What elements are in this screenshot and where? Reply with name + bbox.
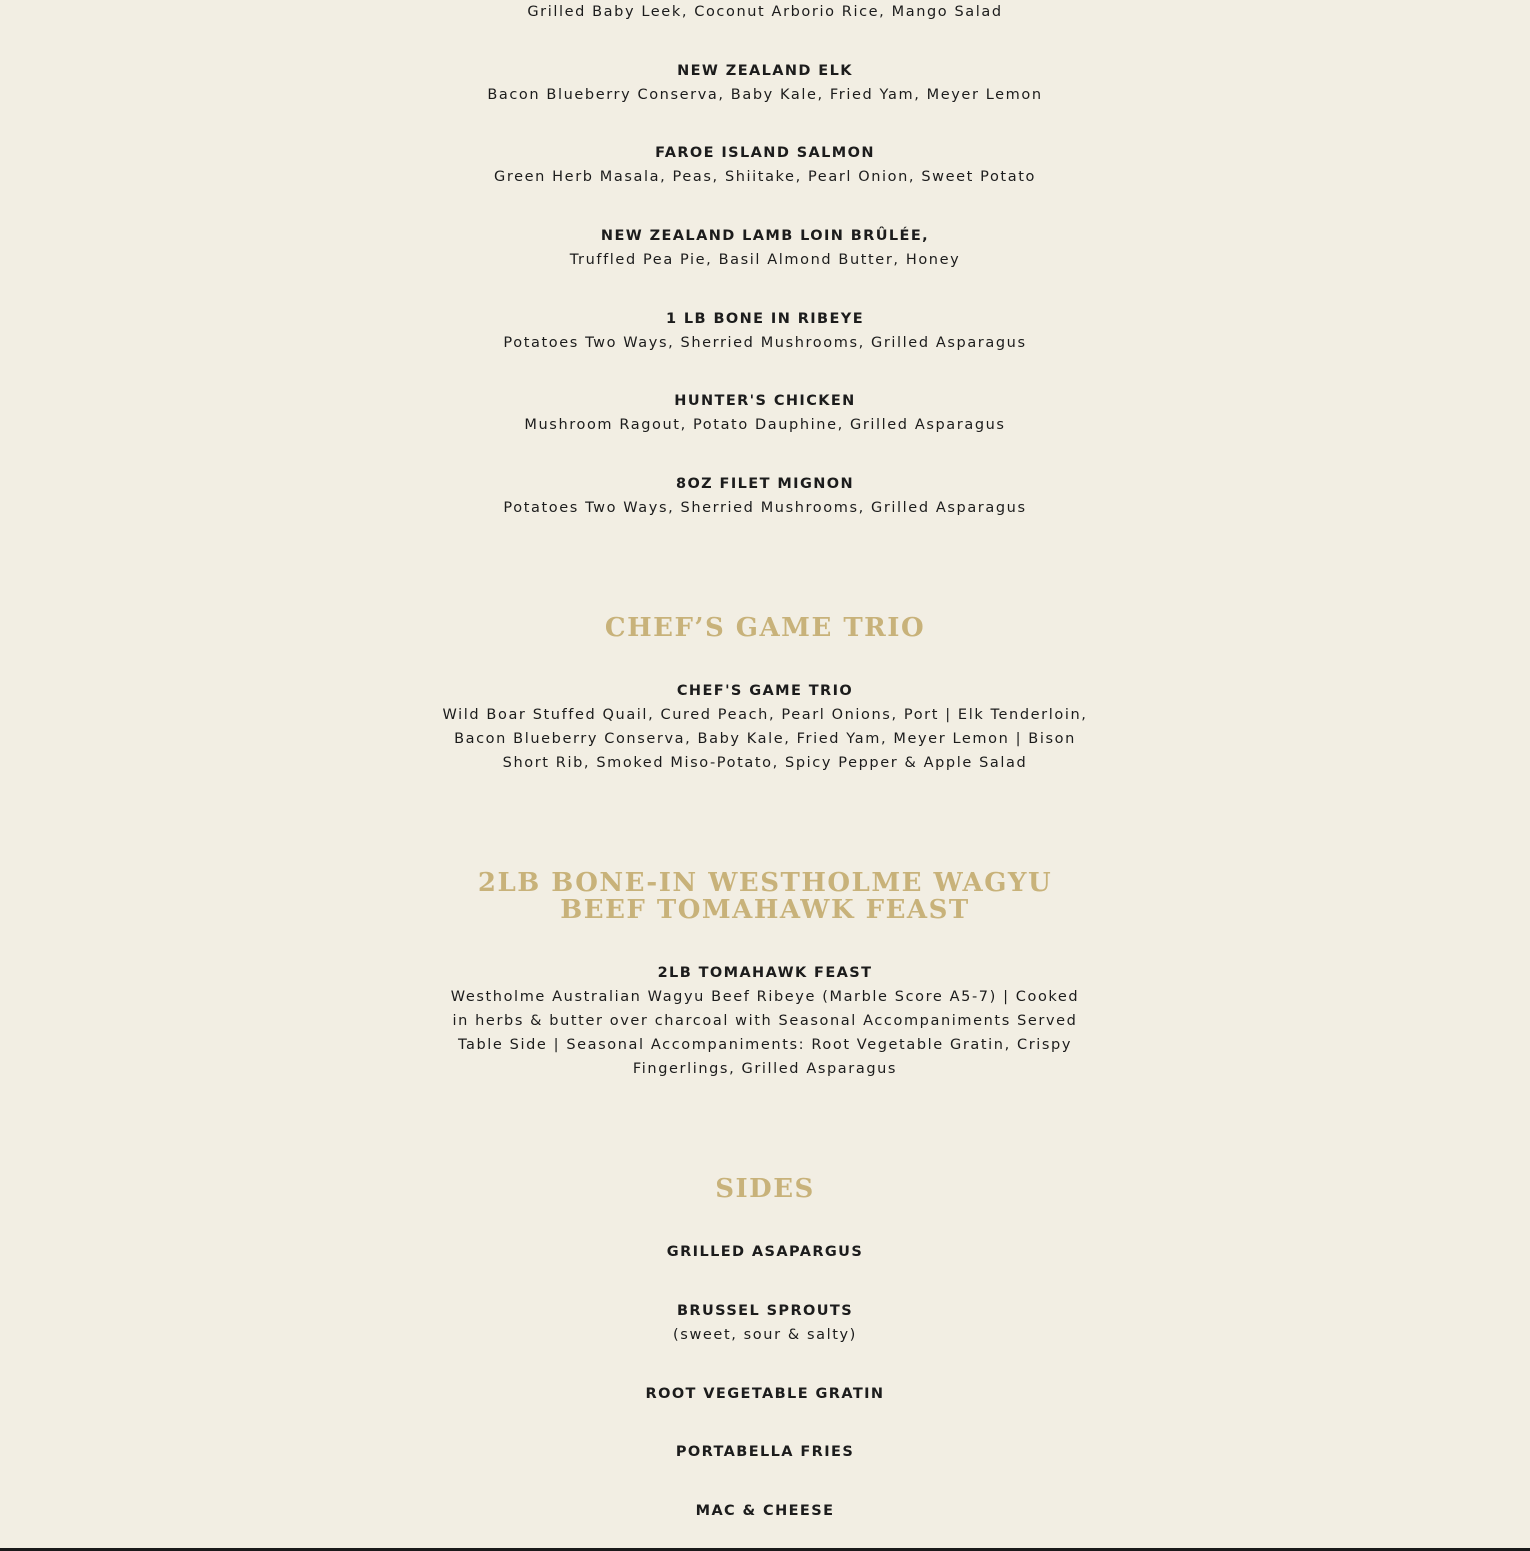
menu-item-name: NEW ZEALAND ELK xyxy=(677,63,853,79)
menu-item-faroe-island-salmon xyxy=(0,141,1530,189)
side-item-name: MAC & CHEESE xyxy=(695,1503,835,1519)
menu-item-description: Green Herb Masala, Peas, Shiitake, Pearl Onion, Sweet Potato xyxy=(494,169,1036,185)
menu-item-chefs-game-trio xyxy=(0,679,1530,775)
menu-item-description: Grilled Baby Leek, Coconut Arborio Rice, Mango Salad xyxy=(527,4,1003,20)
menu-item-description: Mushroom Ragout, Potato Dauphine, Grilled Asparagus xyxy=(524,417,1006,433)
side-item-mac-and-cheese xyxy=(0,1499,1530,1523)
menu-item-description: Bacon Blueberry Conserva, Baby Kale, Fried Yam, Meyer Lemon xyxy=(487,87,1043,103)
menu-item-hunters-chicken xyxy=(0,389,1530,437)
section-title-game-trio: CHEF’S GAME TRIO xyxy=(604,613,926,643)
menu-item-description: Westholme Australian Wagyu Beef Ribeye (Marble Score A5-7) | Cooked in herbs & butter over charcoal with Seasonal Accompaniments Served Table Side | Seasonal Accompaniments: Root Vegetable Gratin, Crispy Fingerlings, Grilled Asparagus xyxy=(450,989,1080,1077)
side-item-portabella-fries xyxy=(0,1440,1530,1464)
menu-item-filet-mignon xyxy=(0,472,1530,520)
menu-item-name: NEW ZEALAND LAMB LOIN BRÛLÉE, xyxy=(600,228,930,244)
menu-item-name: HUNTER'S CHICKEN xyxy=(674,393,856,409)
menu-item-description: Potatoes Two Ways, Sherried Mushrooms, Grilled Asparagus xyxy=(503,500,1027,516)
section-title-tomahawk: 2LB BONE-IN WESTHOLME WAGYU BEEF TOMAHAWK FEAST xyxy=(477,868,1053,925)
side-item-grilled-asparagus xyxy=(0,1240,1530,1264)
menu-item-name: 2LB TOMAHAWK FEAST xyxy=(657,965,873,981)
menu-item-name: FAROE ISLAND SALMON xyxy=(655,145,875,161)
side-item-name: GRILLED ASAPARGUS xyxy=(666,1244,864,1260)
menu-item-description: Wild Boar Stuffed Quail, Cured Peach, Pearl Onions, Port | Elk Tenderloin, Bacon Blueberry Conserva, Baby Kale, Fried Yam, Meyer Lemon | Bison Short Rib, Smoked Miso-Potato, Spicy Pepper & Apple Salad xyxy=(442,707,1088,771)
menu-item-bone-in-ribeye xyxy=(0,307,1530,355)
menu-item-name: 8OZ FILET MIGNON xyxy=(675,476,855,492)
menu-item-entree-partial xyxy=(0,0,1530,24)
menu-item-lamb-loin-brulee xyxy=(0,224,1530,272)
menu-item-description: Potatoes Two Ways, Sherried Mushrooms, Grilled Asparagus xyxy=(503,335,1027,351)
side-item-name: BRUSSEL SPROUTS xyxy=(676,1303,854,1319)
side-item-name: ROOT VEGETABLE GRATIN xyxy=(645,1386,885,1402)
menu-item-description: Truffled Pea Pie, Basil Almond Butter, Honey xyxy=(569,252,961,268)
menu-item-tomahawk-feast xyxy=(0,961,1530,1081)
side-item-root-vegetable-gratin xyxy=(0,1382,1530,1406)
menu-item-new-zealand-elk xyxy=(0,59,1530,107)
section-title-sides: SIDES xyxy=(715,1174,815,1204)
menu-item-name: CHEF'S GAME TRIO xyxy=(676,683,854,699)
side-item-name: PORTABELLA FRIES xyxy=(675,1444,855,1460)
menu-item-name: 1 LB BONE IN RIBEYE xyxy=(665,311,865,327)
side-item-brussel-sprouts xyxy=(0,1299,1530,1347)
side-item-description: (sweet, sour & salty) xyxy=(673,1327,857,1343)
